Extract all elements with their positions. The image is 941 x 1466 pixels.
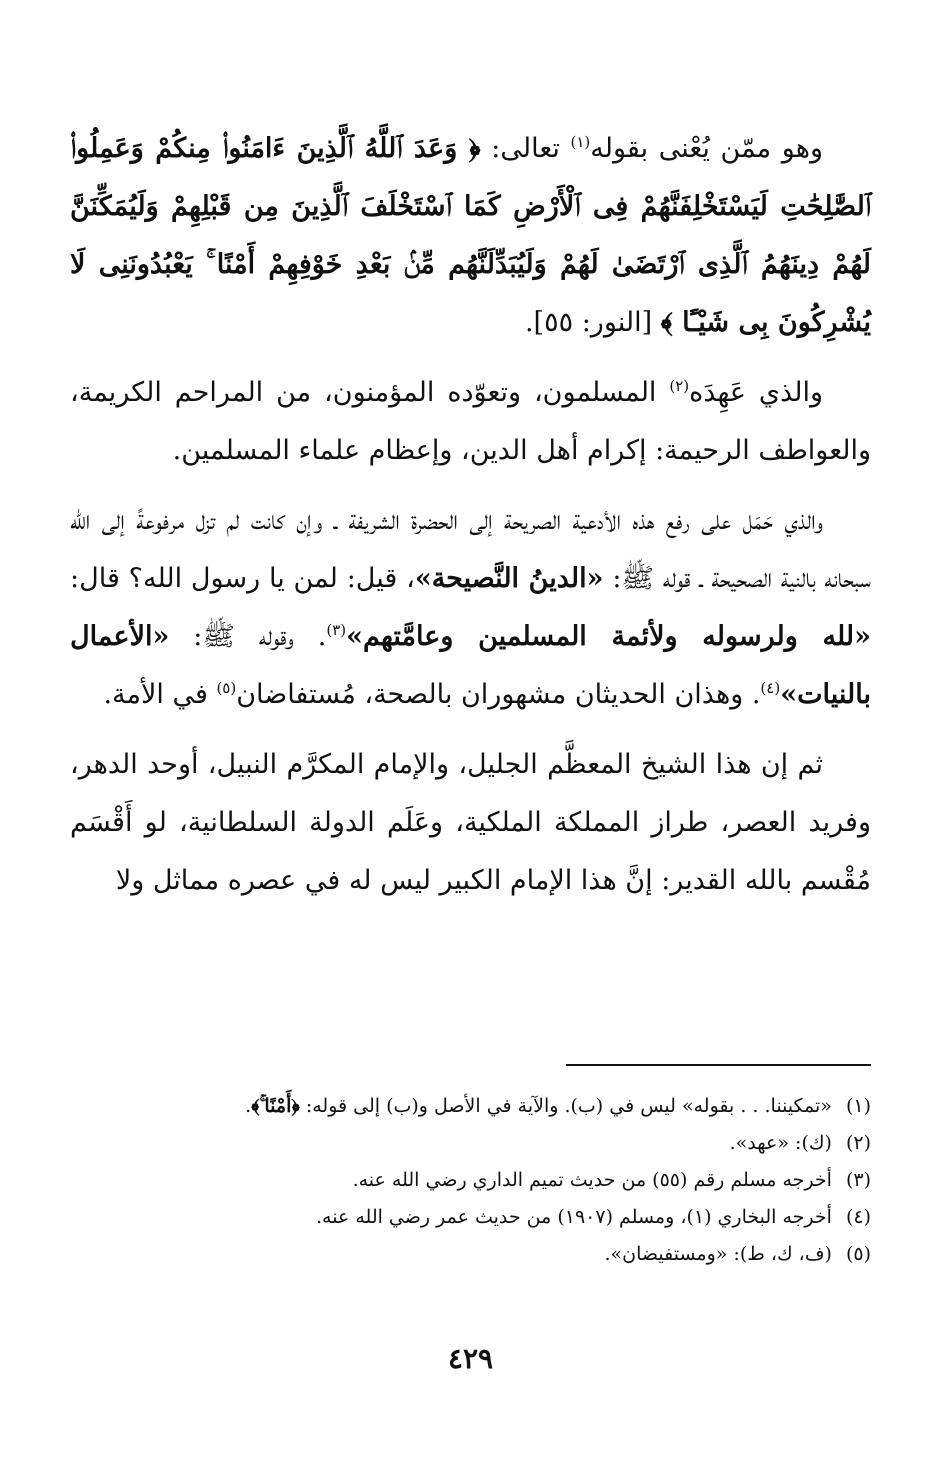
footnote-text: . bbox=[245, 1095, 252, 1117]
footnote-number: (٢) bbox=[845, 1132, 871, 1154]
footnote-separator bbox=[566, 1064, 871, 1066]
footnote-text: (ك): «عهد». bbox=[729, 1132, 832, 1154]
footnote-3 bbox=[70, 1162, 871, 1199]
paragraph-2 bbox=[70, 364, 871, 480]
paragraph-4 bbox=[70, 736, 871, 910]
footnote-ref-2[interactable]: (٢) bbox=[669, 377, 690, 395]
footnote-text: أخرجه البخاري (١)، ومسلم (١٩٠٧) من حديث عمر رضي الله عنه. bbox=[316, 1206, 832, 1228]
page-number: ٤٢٩ bbox=[447, 1342, 494, 1375]
p1-text-2: تعالى: bbox=[480, 133, 571, 164]
p3-text-3: . وقوله ﷺ: bbox=[169, 621, 327, 652]
main-text bbox=[70, 120, 871, 922]
p3-text-5: في الأمة. bbox=[103, 679, 217, 710]
p1-text-1: وهو ممّن يُعْنى بقوله bbox=[590, 133, 823, 164]
footnotes bbox=[70, 1088, 871, 1273]
footnote-text: (ف، ك، ط): «ومستفيضان». bbox=[604, 1243, 832, 1265]
footnote-ref-1[interactable]: (١) bbox=[570, 133, 591, 151]
hadith-quote-3: «الأعمال بالنيات» bbox=[70, 621, 871, 710]
p4-text-1: ثم إن هذا الشيخ المعظَّم الجليل، والإمام المكرَّم النبيل، أوحد الدهر، وفريد العصر، طراز المملكة الملكية، وعَلَم الدولة السلطانية، لو أَقْسَم مُقْسم بالله القدير: إنَّ هذا الإمام الكبير ليس له في عصره مماثل ولا bbox=[70, 749, 871, 896]
footnote-ref-4[interactable]: (٤) bbox=[760, 679, 781, 697]
footnote-2 bbox=[70, 1125, 871, 1162]
hadith-quote-1: «الدينُ النَّصيحة» bbox=[414, 563, 604, 594]
verse-reference: [النور: ٥٥]. bbox=[524, 307, 661, 338]
footnote-number: (٥) bbox=[845, 1243, 871, 1265]
footnote-number: (٣) bbox=[845, 1169, 871, 1191]
p2-text-2: المسلمون، وتعوّده المؤمنون، من المراحم الكريمة، والعواطف الرحيمة: إكرام أهل الدين، وإعظام علماء المسلمين. bbox=[70, 377, 871, 466]
footnote-text: أخرجه مسلم رقم (٥٥) من حديث تميم الداري رضي الله عنه. bbox=[352, 1169, 832, 1191]
p3-text-1: والذي حَمَل على رفع هذه الأدعية الصريحة إلى الحضرة الشريفة ـ وإن كانت لم تزل مرفوعةً إلى الله سبحانه بالنية الصحيحة ـ قوله ﷺ: bbox=[70, 505, 871, 594]
footnote-ref-3[interactable]: (٣) bbox=[326, 621, 347, 639]
footnote-5 bbox=[70, 1236, 871, 1273]
hadith-quote-2: «لله ولرسوله ولأئمة المسلمين وعامَّتهم» bbox=[346, 621, 871, 652]
paragraph-1 bbox=[70, 120, 871, 352]
quran-verse: ﴿ وَعَدَ ٱللَّهُ ٱلَّذِينَ ءَامَنُوا۟ مِنكُمْ وَعَمِلُوا۟ ٱلصَّٰلِحَٰتِ لَيَسْتَخْلِفَنَّهُمْ فِى ٱلْأَرْضِ كَمَا ٱسْتَخْلَفَ ٱلَّذِينَ مِن قَبْلِهِمْ وَلَيُمَكِّنَنَّ لَهُمْ دِينَهُمُ ٱلَّذِى ٱرْتَضَىٰ لَهُمْ وَلَيُبَدِّلَنَّهُم مِّنۢ بَعْدِ خَوْفِهِمْ أَمْنًا ۚ يَعْبُدُونَنِى لَا يُشْرِكُونَ بِى شَيْـًٔا ﴾ bbox=[70, 133, 871, 338]
footnote-text: «تمكيننا. . . بقوله» ليس في (ب). والآية في الأصل و(ب) إلى قوله: bbox=[299, 1095, 832, 1117]
p3-text-2: ، قيل: لمن يا رسول الله؟ قال: bbox=[70, 563, 415, 594]
footnote-ref-5[interactable]: (٥) bbox=[216, 679, 237, 697]
footnote-1 bbox=[70, 1088, 871, 1125]
p3-text-4: . وهذان الحديثان مشهوران بالصحة، مُستفاضان bbox=[236, 679, 761, 710]
footnote-number: (٤) bbox=[845, 1206, 871, 1228]
footnote-quran-quote: ﴿أَمْنًا ۚ﴾ bbox=[251, 1095, 300, 1117]
footnote-4 bbox=[70, 1199, 871, 1236]
paragraph-3 bbox=[70, 492, 871, 724]
footnote-number: (١) bbox=[845, 1095, 871, 1117]
p2-text-1: والذي عَهِدَه bbox=[689, 377, 823, 408]
